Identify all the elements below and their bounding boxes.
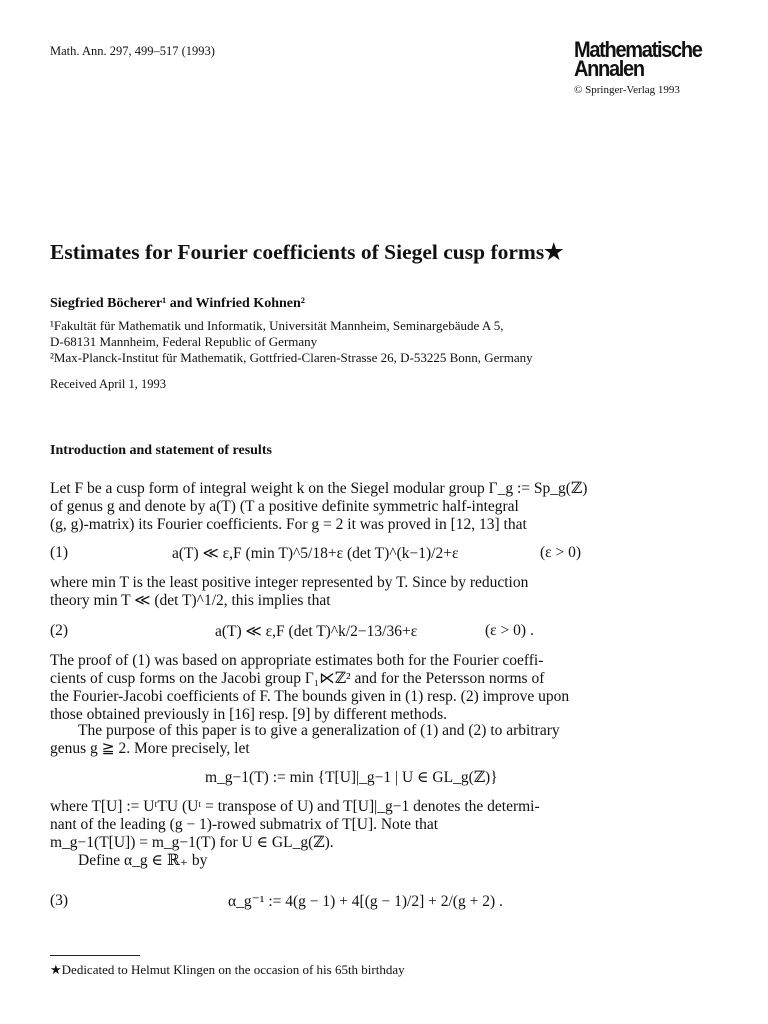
text-line: m_g−1(T[U]) = m_g−1(T) for U ∈ GL_g(ℤ). [50, 834, 334, 851]
section-heading: Introduction and statement of results [50, 443, 272, 458]
text-line: where T[U] := UᵗTU (Uᵗ = transpose of U) and T[U]|_g−1 denotes the determi- [50, 798, 540, 815]
footnote: ★Dedicated to Helmut Klingen on the occasion of his 65th birthday [50, 962, 405, 977]
equation-1: a(T) ≪ ε,F (min T)^5/18+ε (det T)^(k−1)/2+ε [172, 545, 459, 562]
paragraph [50, 722, 718, 758]
equation-number: (1) [50, 544, 69, 561]
paper-title: Estimates for Fourier coefficients of Siegel cusp forms★ [50, 240, 564, 264]
text-line: Define α_g ∈ ℝ₊ by [78, 852, 208, 869]
text-line: where min T is the least positive integer represented by T. Since by reduction [50, 574, 529, 591]
logo-line-2: Annalen [574, 56, 644, 82]
text-line: nant of the leading (g − 1)-rowed submatrix of T[U]. Note that [50, 816, 439, 833]
paragraph [50, 852, 718, 870]
equation-number: (2) [50, 622, 69, 639]
journal-reference: Math. Ann. 297, 499–517 (1993) [50, 44, 215, 58]
equation-condition: (ε > 0) [540, 544, 582, 561]
author-list: Siegfried Böcherer¹ and Winfried Kohnen² [50, 296, 305, 311]
journal-logo [574, 37, 734, 96]
equation-min-definition: m_g−1(T) := min {T[U]|_g−1 | U ∈ GL_g(ℤ)} [205, 769, 498, 786]
text-line: cients of cusp forms on the Jacobi group Γ₁⋉ℤ² and for the Petersson norms of [50, 670, 545, 687]
equation-2: a(T) ≪ ε,F (det T)^k/2−13/36+ε [215, 623, 418, 640]
paragraph [50, 574, 718, 610]
equation-3: α_g⁻¹ := 4(g − 1) + 4[(g − 1)/2] + 2/(g + 2) . [228, 893, 503, 910]
text-line: the Fourier-Jacobi coefficients of F. The bounds given in (1) resp. (2) improve upon [50, 688, 570, 705]
affiliation-line: ¹Fakultät für Mathematik und Informatik, Universität Mannheim, Seminargebäude A 5, [50, 318, 504, 333]
text-line: Let F be a cusp form of integral weight k on the Siegel modular group Γ_g := Sp_g(ℤ) [50, 480, 588, 497]
equation-condition: (ε > 0) . [485, 622, 534, 639]
copyright-notice: © Springer-Verlag 1993 [574, 84, 680, 96]
affiliation-line: ²Max-Planck-Institut für Mathematik, Gottfried-Claren-Strasse 26, D-53225 Bonn, Germany [50, 350, 533, 365]
text-line: those obtained previously in [16] resp. [9] by different methods. [50, 706, 448, 723]
affiliation-line: D-68131 Mannheim, Federal Republic of Germany [50, 334, 318, 349]
text-line: of genus g and denote by a(T) (T a positive definite symmetric half-integral [50, 498, 519, 515]
paragraph [50, 480, 718, 534]
received-date: Received April 1, 1993 [50, 377, 166, 391]
text-line: genus g ≧ 2. More precisely, let [50, 740, 250, 757]
text-line: theory min T ≪ (det T)^1/2, this implies that [50, 592, 331, 609]
text-line: The proof of (1) was based on appropriate estimates both for the Fourier coeffi- [50, 652, 544, 669]
logo-line-1: Mathematische [574, 37, 702, 63]
equation-number: (3) [50, 892, 69, 909]
text-line: The purpose of this paper is to give a generalization of (1) and (2) to arbitrary [78, 722, 560, 739]
footnote-divider [50, 955, 140, 956]
paragraph [50, 652, 718, 724]
paragraph [50, 798, 718, 852]
text-line: (g, g)-matrix) its Fourier coefficients. For g = 2 it was proved in [12, 13] that [50, 516, 527, 533]
